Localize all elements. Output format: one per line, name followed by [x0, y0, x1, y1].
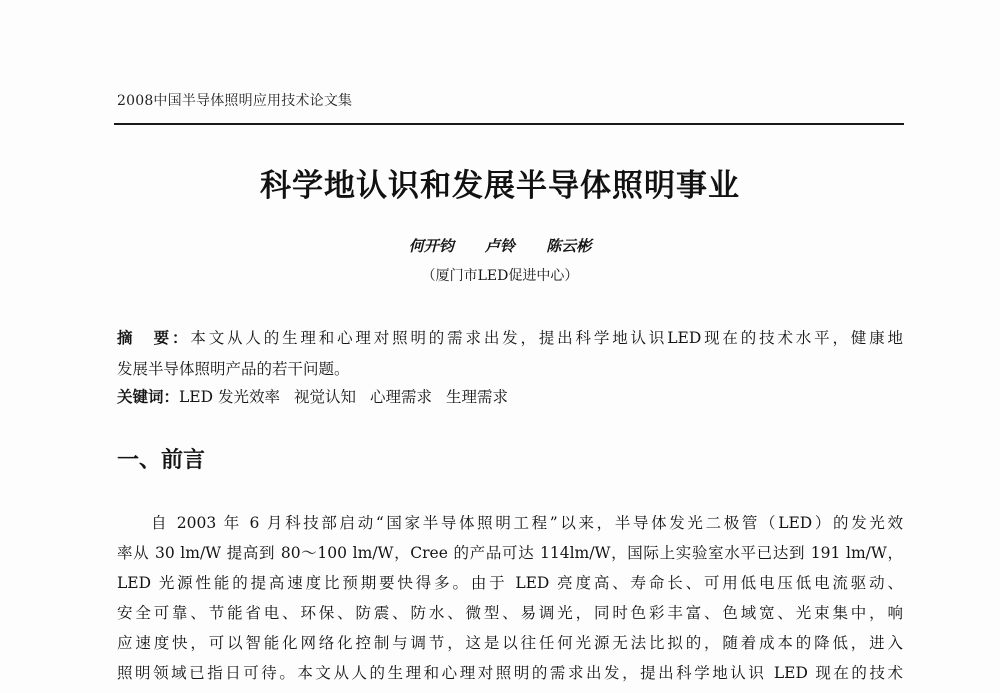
body-line: 安全可靠、节能省电、环保、防震、防水、微型、易调光，同时色彩丰富、色域宽、光束集中，响	[117, 604, 903, 622]
header-rule	[114, 123, 904, 125]
abstract	[117, 323, 903, 385]
body-line: 应速度快，可以智能化网络化控制与调节，这是以往任何光源无法比拟的，随着成本的降低，进入	[117, 634, 903, 652]
abstract-line	[117, 323, 903, 354]
keyword: 视觉认知	[293, 388, 356, 406]
keywords	[117, 385, 522, 409]
keyword: 心理需求	[370, 388, 433, 406]
keywords-label: 关键词：	[117, 388, 180, 406]
abstract-label: 摘 要：	[117, 329, 191, 347]
author-list	[0, 235, 1000, 256]
author-name: 卢铃	[484, 237, 515, 255]
affiliation: （厦门市LED促进中心）	[421, 268, 579, 284]
author-name: 何开钧	[408, 237, 454, 255]
body-line: 照明领域已指日可待。本文从人的生理和心理对照明的需求出发，提出科学地认识 LED 现在的技术	[117, 664, 903, 682]
body-line: LED 光源性能的提高速度比预期要快得多。由于 LED 亮度高、寿命长、可用低电压低电流驱动、	[117, 574, 903, 592]
body-paragraph	[117, 508, 903, 688]
paper-title: 科学地认识和发展半导体照明事业	[260, 168, 740, 204]
body-line: 率从 30 lm/W 提高到 80～100 lm/W，Cree 的产品可达 114lm/W，国际上实验室水平已达到 191 lm/W，	[117, 544, 903, 562]
abstract-line: 发展半导体照明产品的若干问题。	[117, 360, 350, 378]
section-heading: 一、前言	[117, 448, 206, 473]
author-name: 陈云彬	[546, 237, 592, 255]
running-head: 2008中国半导体照明应用技术论文集	[117, 93, 353, 109]
keyword: 生理需求	[446, 388, 509, 406]
keyword: LED 发光效率	[179, 388, 280, 406]
body-line: 自 2003 年 6 月科技部启动“国家半导体照明工程”以来，半导体发光二极管（LED）的发光效	[151, 514, 903, 532]
abstract-text: 本文从人的生理和心理对照明的需求出发，提出科学地认识LED现在的技术水平，健康地	[190, 329, 903, 347]
